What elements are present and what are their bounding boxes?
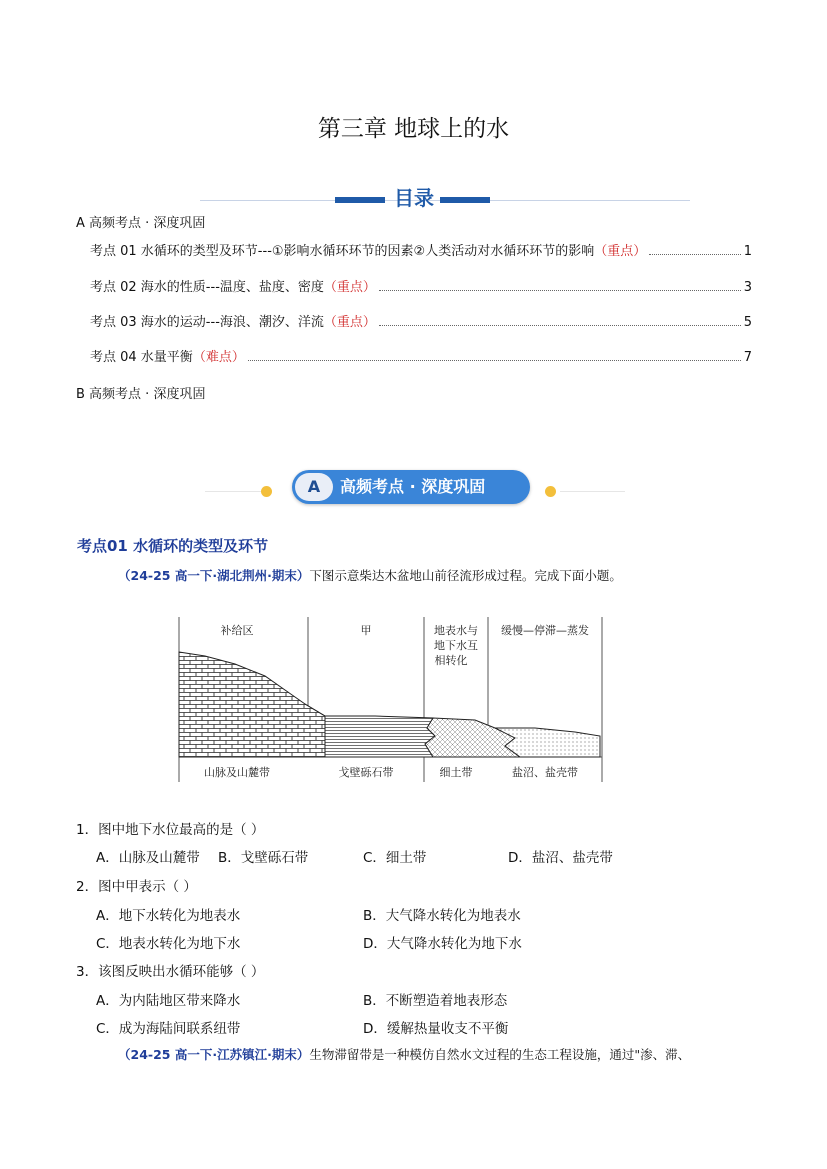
- question-3-stem: 3．该图反映出水循环能够（ ）: [76, 964, 265, 980]
- q1-option-b[interactable]: B．戈壁砾石带: [218, 850, 309, 866]
- toc-item-text: 考点 03 海水的运动---海浪、潮汐、洋流: [90, 315, 324, 330]
- label-interchange-3: 相转化: [434, 654, 468, 667]
- toc-leader: [248, 359, 741, 361]
- question-2-stem: 2．图中甲表示（ ）: [76, 879, 197, 895]
- mountain-rock-layer: [179, 652, 325, 757]
- label-recharge-zone: 补给区: [220, 624, 254, 637]
- page-title: 第三章 地球上的水: [317, 116, 510, 142]
- runoff-diagram: [175, 612, 605, 787]
- toc-item-text: 考点 04 水量平衡: [90, 350, 193, 365]
- toc-item-02[interactable]: [90, 276, 752, 295]
- label-interchange-2: 地下水互: [434, 639, 478, 652]
- label-gobi-belt: 戈壁砾石带: [338, 766, 394, 779]
- q1-option-d[interactable]: D．盐沼、盐壳带: [508, 850, 613, 866]
- q3-option-d[interactable]: D．缓解热量收支不平衡: [363, 1021, 509, 1037]
- banner-pill: [292, 470, 530, 504]
- toc-leader: [379, 324, 741, 326]
- q2-option-d[interactable]: D．大气降水转化为地下水: [363, 936, 522, 952]
- banner-line-left: [205, 491, 265, 492]
- toc-item-page: 5: [743, 315, 752, 330]
- toc-item-tag: （难点）: [192, 350, 245, 365]
- q1-option-a[interactable]: A．山脉及山麓带: [96, 850, 200, 866]
- toc-item-04[interactable]: [90, 346, 752, 365]
- toc-item-text: 考点 02 海水的性质---温度、盐度、密度: [90, 280, 324, 295]
- source-tag: （24-25 高一下·江苏镇江·期末）: [118, 1047, 310, 1062]
- label-slow-stagnant: 缓慢—停滞—蒸发: [501, 624, 589, 637]
- toc-heading-label: 目录: [394, 186, 434, 210]
- source-tag: （24-25 高一下·湖北荆州·期末）: [118, 568, 310, 583]
- banner-badge: A: [295, 473, 333, 501]
- toc-heading: [0, 180, 827, 210]
- label-jia: 甲: [360, 624, 372, 637]
- q3-option-a[interactable]: A．为内陆地区带来降水: [96, 993, 241, 1009]
- question-source-1: [118, 567, 778, 585]
- toc-item-tag: （重点）: [594, 244, 647, 259]
- q3-option-b[interactable]: B．不断塑造着地表形态: [363, 993, 508, 1009]
- toc-section-a[interactable]: A 高频考点 · 深度巩固: [76, 216, 206, 231]
- source-text: 生物滞留带是一种模仿自然水文过程的生态工程设施，通过"渗、滞、: [309, 1047, 691, 1062]
- label-mountain-belt: 山脉及山麓带: [204, 766, 270, 779]
- label-fine-soil-belt: 细土带: [439, 766, 473, 779]
- toc-bar-left: [335, 197, 385, 203]
- toc-leader: [649, 253, 741, 255]
- q1-option-c[interactable]: C．细土带: [363, 850, 427, 866]
- source-text: 下图示意柴达木盆地山前径流形成过程。完成下面小题。: [309, 568, 622, 583]
- question-1-stem: 1．图中地下水位最高的是（ ）: [76, 822, 265, 838]
- q2-option-c[interactable]: C．地表水转化为地下水: [96, 936, 241, 952]
- toc-item-01[interactable]: [90, 240, 752, 259]
- banner-dot-left: [261, 486, 272, 497]
- fine-soil-layer: [425, 718, 520, 757]
- toc-item-page: 7: [743, 350, 752, 365]
- banner-line-right: [560, 491, 625, 492]
- banner-label: 高频考点 · 深度巩固: [340, 477, 486, 496]
- label-interchange-1: 地表水与: [434, 624, 478, 637]
- banner-dot-right: [545, 486, 556, 497]
- question-source-2: [118, 1046, 768, 1064]
- toc-item-page: 1: [743, 244, 752, 259]
- toc-item-tag: （重点）: [323, 315, 376, 330]
- toc-item-tag: （重点）: [323, 280, 376, 295]
- toc-item-03[interactable]: [90, 311, 752, 330]
- toc-bar-right: [440, 197, 490, 203]
- q2-option-b[interactable]: B．大气降水转化为地表水: [363, 908, 521, 924]
- label-salt-belt: 盐沼、盐壳带: [512, 766, 578, 779]
- toc-item-text: 考点 01 水循环的类型及环节---①影响水循环环节的因素②人类活动对水循环环节的影响: [90, 244, 595, 259]
- section-banner: [0, 462, 827, 508]
- gravel-layer: [305, 704, 435, 757]
- toc-leader: [379, 289, 741, 291]
- q2-option-a[interactable]: A．地下水转化为地表水: [96, 908, 241, 924]
- toc-section-b[interactable]: B 高频考点 · 深度巩固: [76, 387, 206, 402]
- kp01-title: 考点01 水循环的类型及环节: [77, 537, 269, 555]
- toc-item-page: 3: [743, 280, 752, 295]
- q3-option-c[interactable]: C．成为海陆间联系纽带: [96, 1021, 241, 1037]
